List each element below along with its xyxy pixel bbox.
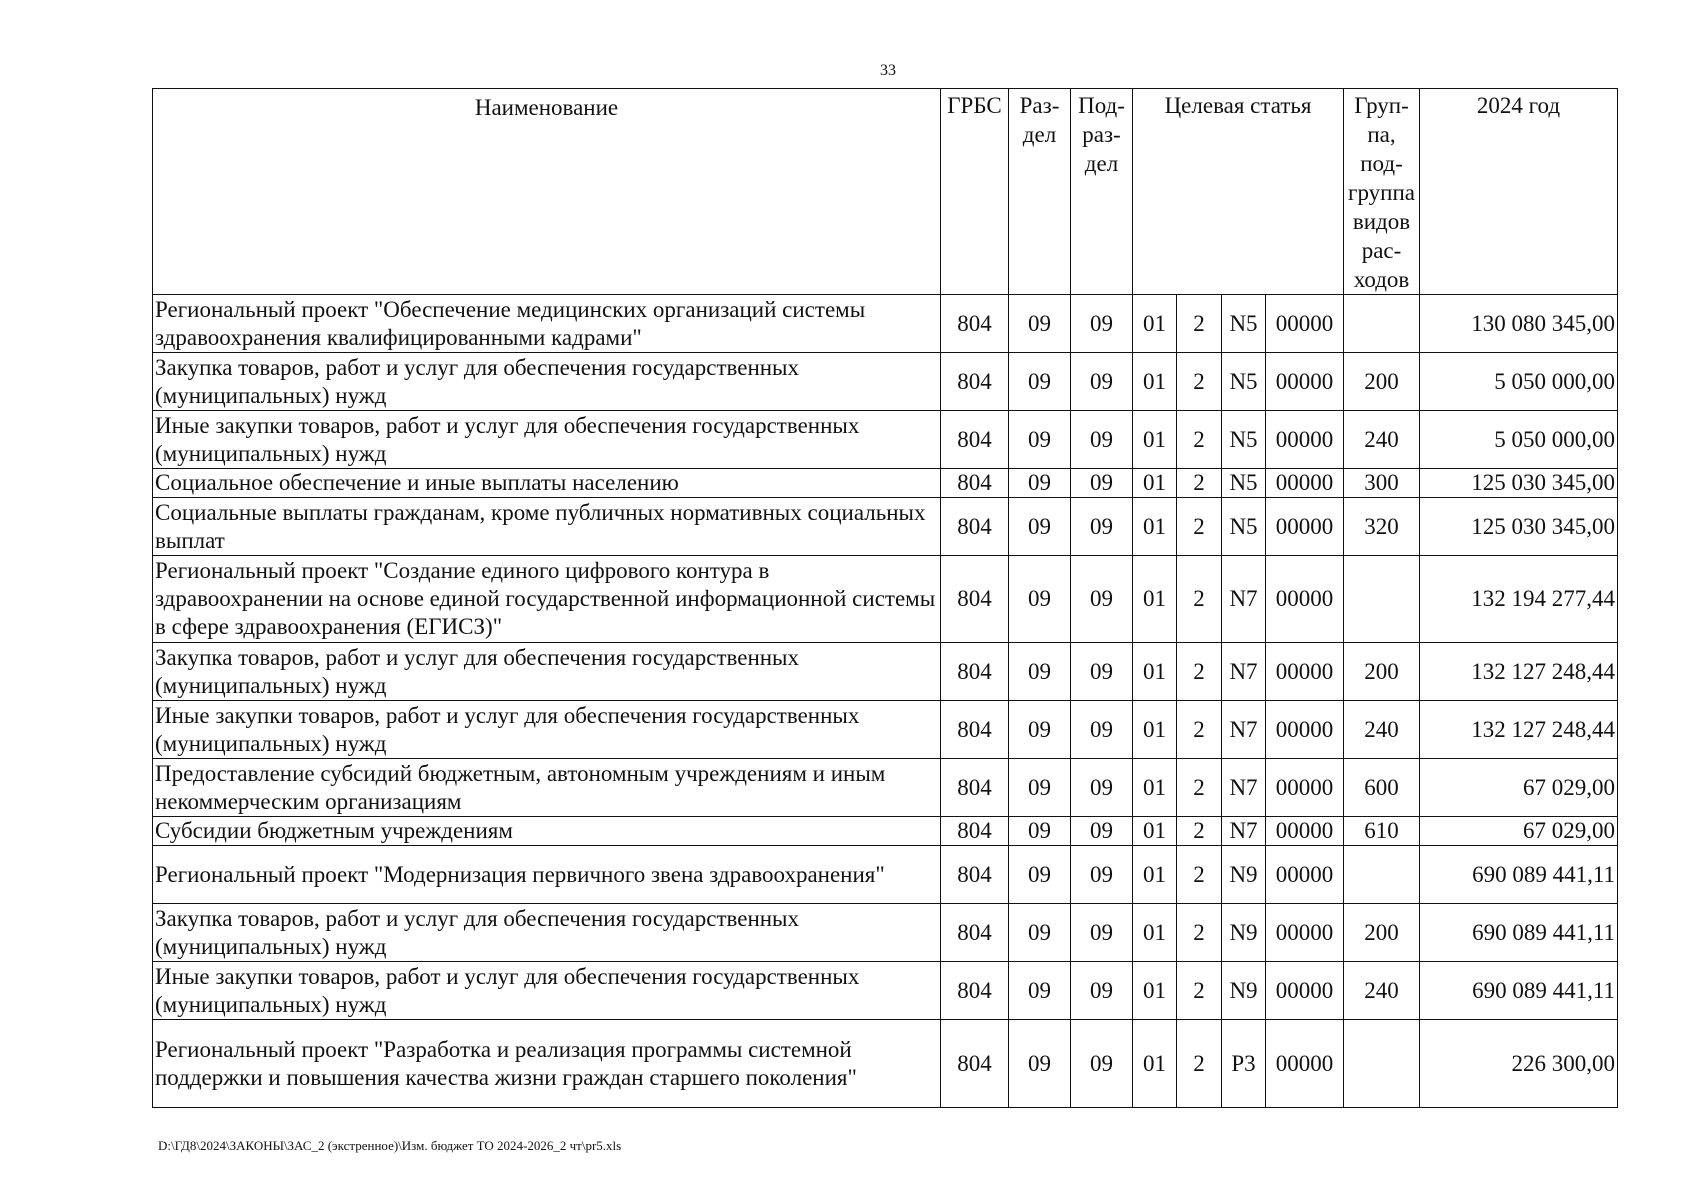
cell-c3: P3 — [1222, 1020, 1266, 1108]
cell-c2: 2 — [1177, 411, 1222, 469]
header-razdel-text: Раз- дел — [1019, 93, 1060, 147]
cell-c4: 00000 — [1266, 962, 1344, 1020]
cell-c1: 01 — [1133, 353, 1177, 411]
cell-c4: 00000 — [1266, 817, 1344, 846]
cell-name: Иные закупки товаров, работ и услуг для обеспечения государственных (муниципальных) нужд — [153, 411, 941, 469]
cell-vr: 240 — [1344, 411, 1420, 469]
cell-c3: N5 — [1222, 353, 1266, 411]
cell-c4: 00000 — [1266, 759, 1344, 817]
cell-rz: 09 — [1009, 846, 1071, 904]
cell-vr: 240 — [1344, 701, 1420, 759]
cell-vr — [1344, 846, 1420, 904]
table-row — [153, 411, 1618, 469]
cell-grbs: 804 — [941, 1020, 1009, 1108]
table-row — [153, 904, 1618, 962]
cell-pr: 09 — [1071, 411, 1133, 469]
cell-c3: N7 — [1222, 701, 1266, 759]
cell-pr: 09 — [1071, 759, 1133, 817]
cell-name: Закупка товаров, работ и услуг для обеспечения государственных (муниципальных) нужд — [153, 904, 941, 962]
cell-pr: 09 — [1071, 643, 1133, 701]
cell-amount: 67 029,00 — [1420, 759, 1618, 817]
cell-grbs: 804 — [941, 353, 1009, 411]
cell-pr: 09 — [1071, 295, 1133, 353]
cell-pr: 09 — [1071, 556, 1133, 643]
cell-c2: 2 — [1177, 904, 1222, 962]
cell-amount: 132 194 277,44 — [1420, 556, 1618, 643]
table-row — [153, 759, 1618, 817]
cell-c1: 01 — [1133, 643, 1177, 701]
cell-amount: 5 050 000,00 — [1420, 353, 1618, 411]
cell-c4: 00000 — [1266, 295, 1344, 353]
cell-amount: 67 029,00 — [1420, 817, 1618, 846]
cell-rz: 09 — [1009, 701, 1071, 759]
cell-amount: 5 050 000,00 — [1420, 411, 1618, 469]
cell-vr: 200 — [1344, 904, 1420, 962]
cell-c4: 00000 — [1266, 556, 1344, 643]
header-year: 2024 год — [1420, 89, 1618, 295]
cell-pr: 09 — [1071, 817, 1133, 846]
header-row — [153, 89, 1618, 295]
cell-amount: 130 080 345,00 — [1420, 295, 1618, 353]
cell-name: Закупка товаров, работ и услуг для обеспечения государственных (муниципальных) нужд — [153, 353, 941, 411]
cell-c4: 00000 — [1266, 411, 1344, 469]
cell-pr: 09 — [1071, 701, 1133, 759]
cell-rz: 09 — [1009, 353, 1071, 411]
cell-c2: 2 — [1177, 498, 1222, 556]
cell-grbs: 804 — [941, 846, 1009, 904]
cell-c2: 2 — [1177, 701, 1222, 759]
table-row — [153, 353, 1618, 411]
cell-rz: 09 — [1009, 556, 1071, 643]
cell-grbs: 804 — [941, 817, 1009, 846]
cell-c1: 01 — [1133, 759, 1177, 817]
cell-rz: 09 — [1009, 295, 1071, 353]
cell-amount: 690 089 441,11 — [1420, 846, 1618, 904]
cell-c1: 01 — [1133, 295, 1177, 353]
cell-vr: 200 — [1344, 353, 1420, 411]
cell-pr: 09 — [1071, 469, 1133, 498]
table-row — [153, 1020, 1618, 1108]
cell-name: Социальные выплаты гражданам, кроме публичных нормативных социальных выплат — [153, 498, 941, 556]
cell-grbs: 804 — [941, 556, 1009, 643]
cell-c4: 00000 — [1266, 701, 1344, 759]
cell-vr — [1344, 295, 1420, 353]
cell-c3: N9 — [1222, 962, 1266, 1020]
cell-grbs: 804 — [941, 701, 1009, 759]
cell-grbs: 804 — [941, 643, 1009, 701]
cell-c1: 01 — [1133, 904, 1177, 962]
cell-vr: 600 — [1344, 759, 1420, 817]
cell-vr: 300 — [1344, 469, 1420, 498]
header-razdel — [1009, 89, 1071, 295]
cell-c2: 2 — [1177, 846, 1222, 904]
cell-c3: N5 — [1222, 411, 1266, 469]
table-row — [153, 556, 1618, 643]
cell-name: Иные закупки товаров, работ и услуг для обеспечения государственных (муниципальных) нужд — [153, 962, 941, 1020]
cell-rz: 09 — [1009, 904, 1071, 962]
cell-amount: 226 300,00 — [1420, 1020, 1618, 1108]
cell-c3: N9 — [1222, 846, 1266, 904]
cell-c4: 00000 — [1266, 353, 1344, 411]
cell-pr: 09 — [1071, 353, 1133, 411]
cell-c2: 2 — [1177, 353, 1222, 411]
cell-c3: N7 — [1222, 817, 1266, 846]
cell-c4: 00000 — [1266, 846, 1344, 904]
cell-c2: 2 — [1177, 469, 1222, 498]
cell-c1: 01 — [1133, 846, 1177, 904]
cell-c3: N5 — [1222, 469, 1266, 498]
cell-pr: 09 — [1071, 1020, 1133, 1108]
cell-vr: 320 — [1344, 498, 1420, 556]
cell-name: Иные закупки товаров, работ и услуг для обеспечения государственных (муниципальных) нужд — [153, 701, 941, 759]
cell-c1: 01 — [1133, 498, 1177, 556]
cell-name: Региональный проект "Создание единого цифрового контура в здравоохранении на основе единой государственной информационной системы в сфере здравоохранения (ЕГИСЗ)" — [153, 556, 941, 643]
cell-amount: 132 127 248,44 — [1420, 643, 1618, 701]
table-row — [153, 498, 1618, 556]
cell-grbs: 804 — [941, 411, 1009, 469]
cell-name: Закупка товаров, работ и услуг для обеспечения государственных (муниципальных) нужд — [153, 643, 941, 701]
table-body — [153, 295, 1618, 1108]
header-group — [1344, 89, 1420, 295]
header-target: Целевая статья — [1133, 89, 1344, 295]
cell-c1: 01 — [1133, 701, 1177, 759]
table-row — [153, 643, 1618, 701]
cell-c2: 2 — [1177, 817, 1222, 846]
cell-c1: 01 — [1133, 1020, 1177, 1108]
cell-vr — [1344, 556, 1420, 643]
cell-name: Региональный проект "Модернизация первичного звена здравоохранения" — [153, 846, 941, 904]
cell-name: Предоставление субсидий бюджетным, автономным учреждениям и иным некоммерческим организациям — [153, 759, 941, 817]
budget-table — [152, 88, 1618, 1108]
cell-c4: 00000 — [1266, 1020, 1344, 1108]
cell-grbs: 804 — [941, 904, 1009, 962]
cell-c2: 2 — [1177, 556, 1222, 643]
cell-vr: 240 — [1344, 962, 1420, 1020]
cell-rz: 09 — [1009, 1020, 1071, 1108]
cell-c2: 2 — [1177, 295, 1222, 353]
cell-name: Субсидии бюджетным учреждениям — [153, 817, 941, 846]
cell-vr — [1344, 1020, 1420, 1108]
cell-c4: 00000 — [1266, 904, 1344, 962]
cell-c4: 00000 — [1266, 469, 1344, 498]
table-row — [153, 469, 1618, 498]
cell-pr: 09 — [1071, 962, 1133, 1020]
cell-c3: N7 — [1222, 759, 1266, 817]
cell-rz: 09 — [1009, 643, 1071, 701]
cell-c2: 2 — [1177, 759, 1222, 817]
cell-rz: 09 — [1009, 498, 1071, 556]
cell-c4: 00000 — [1266, 643, 1344, 701]
cell-c3: N7 — [1222, 643, 1266, 701]
cell-c2: 2 — [1177, 1020, 1222, 1108]
cell-rz: 09 — [1009, 469, 1071, 498]
cell-pr: 09 — [1071, 498, 1133, 556]
header-group-text: Груп- па, под- группа видов рас- ходов — [1348, 93, 1415, 292]
cell-pr: 09 — [1071, 846, 1133, 904]
cell-c4: 00000 — [1266, 498, 1344, 556]
footer-file-path: D:\ГД8\2024\ЗАКОНЫ\ЗАС_2 (экстренное)\Изм. бюджет ТО 2024-2026_2 чт\pr5.xls — [158, 1138, 622, 1153]
cell-c1: 01 — [1133, 411, 1177, 469]
header-podrazdel-text: Под- раз- дел — [1078, 93, 1125, 176]
cell-amount: 690 089 441,11 — [1420, 904, 1618, 962]
cell-grbs: 804 — [941, 962, 1009, 1020]
table-row — [153, 701, 1618, 759]
cell-grbs: 804 — [941, 759, 1009, 817]
cell-amount: 690 089 441,11 — [1420, 962, 1618, 1020]
header-podrazdel — [1071, 89, 1133, 295]
cell-name: Социальное обеспечение и иные выплаты населению — [153, 469, 941, 498]
cell-pr: 09 — [1071, 904, 1133, 962]
table-row — [153, 846, 1618, 904]
cell-c3: N5 — [1222, 498, 1266, 556]
page-number: 33 — [880, 62, 896, 79]
cell-vr: 610 — [1344, 817, 1420, 846]
cell-rz: 09 — [1009, 411, 1071, 469]
cell-rz: 09 — [1009, 759, 1071, 817]
cell-rz: 09 — [1009, 817, 1071, 846]
cell-c2: 2 — [1177, 643, 1222, 701]
cell-rz: 09 — [1009, 962, 1071, 1020]
cell-grbs: 804 — [941, 498, 1009, 556]
table-row — [153, 962, 1618, 1020]
cell-amount: 125 030 345,00 — [1420, 469, 1618, 498]
table-row — [153, 817, 1618, 846]
header-grbs: ГРБС — [941, 89, 1009, 295]
cell-amount: 125 030 345,00 — [1420, 498, 1618, 556]
header-name: Наименование — [153, 89, 941, 295]
cell-name: Региональный проект "Разработка и реализация программы системной поддержки и повышения качества жизни граждан старшего поколения" — [153, 1020, 941, 1108]
cell-c3: N7 — [1222, 556, 1266, 643]
cell-c3: N5 — [1222, 295, 1266, 353]
cell-c1: 01 — [1133, 962, 1177, 1020]
cell-amount: 132 127 248,44 — [1420, 701, 1618, 759]
cell-c1: 01 — [1133, 817, 1177, 846]
cell-c3: N9 — [1222, 904, 1266, 962]
cell-grbs: 804 — [941, 469, 1009, 498]
cell-c1: 01 — [1133, 556, 1177, 643]
cell-c2: 2 — [1177, 962, 1222, 1020]
cell-c1: 01 — [1133, 469, 1177, 498]
table-row — [153, 295, 1618, 353]
cell-name: Региональный проект "Обеспечение медицинских организаций системы здравоохранения квалифицированными кадрами" — [153, 295, 941, 353]
cell-grbs: 804 — [941, 295, 1009, 353]
cell-vr: 200 — [1344, 643, 1420, 701]
